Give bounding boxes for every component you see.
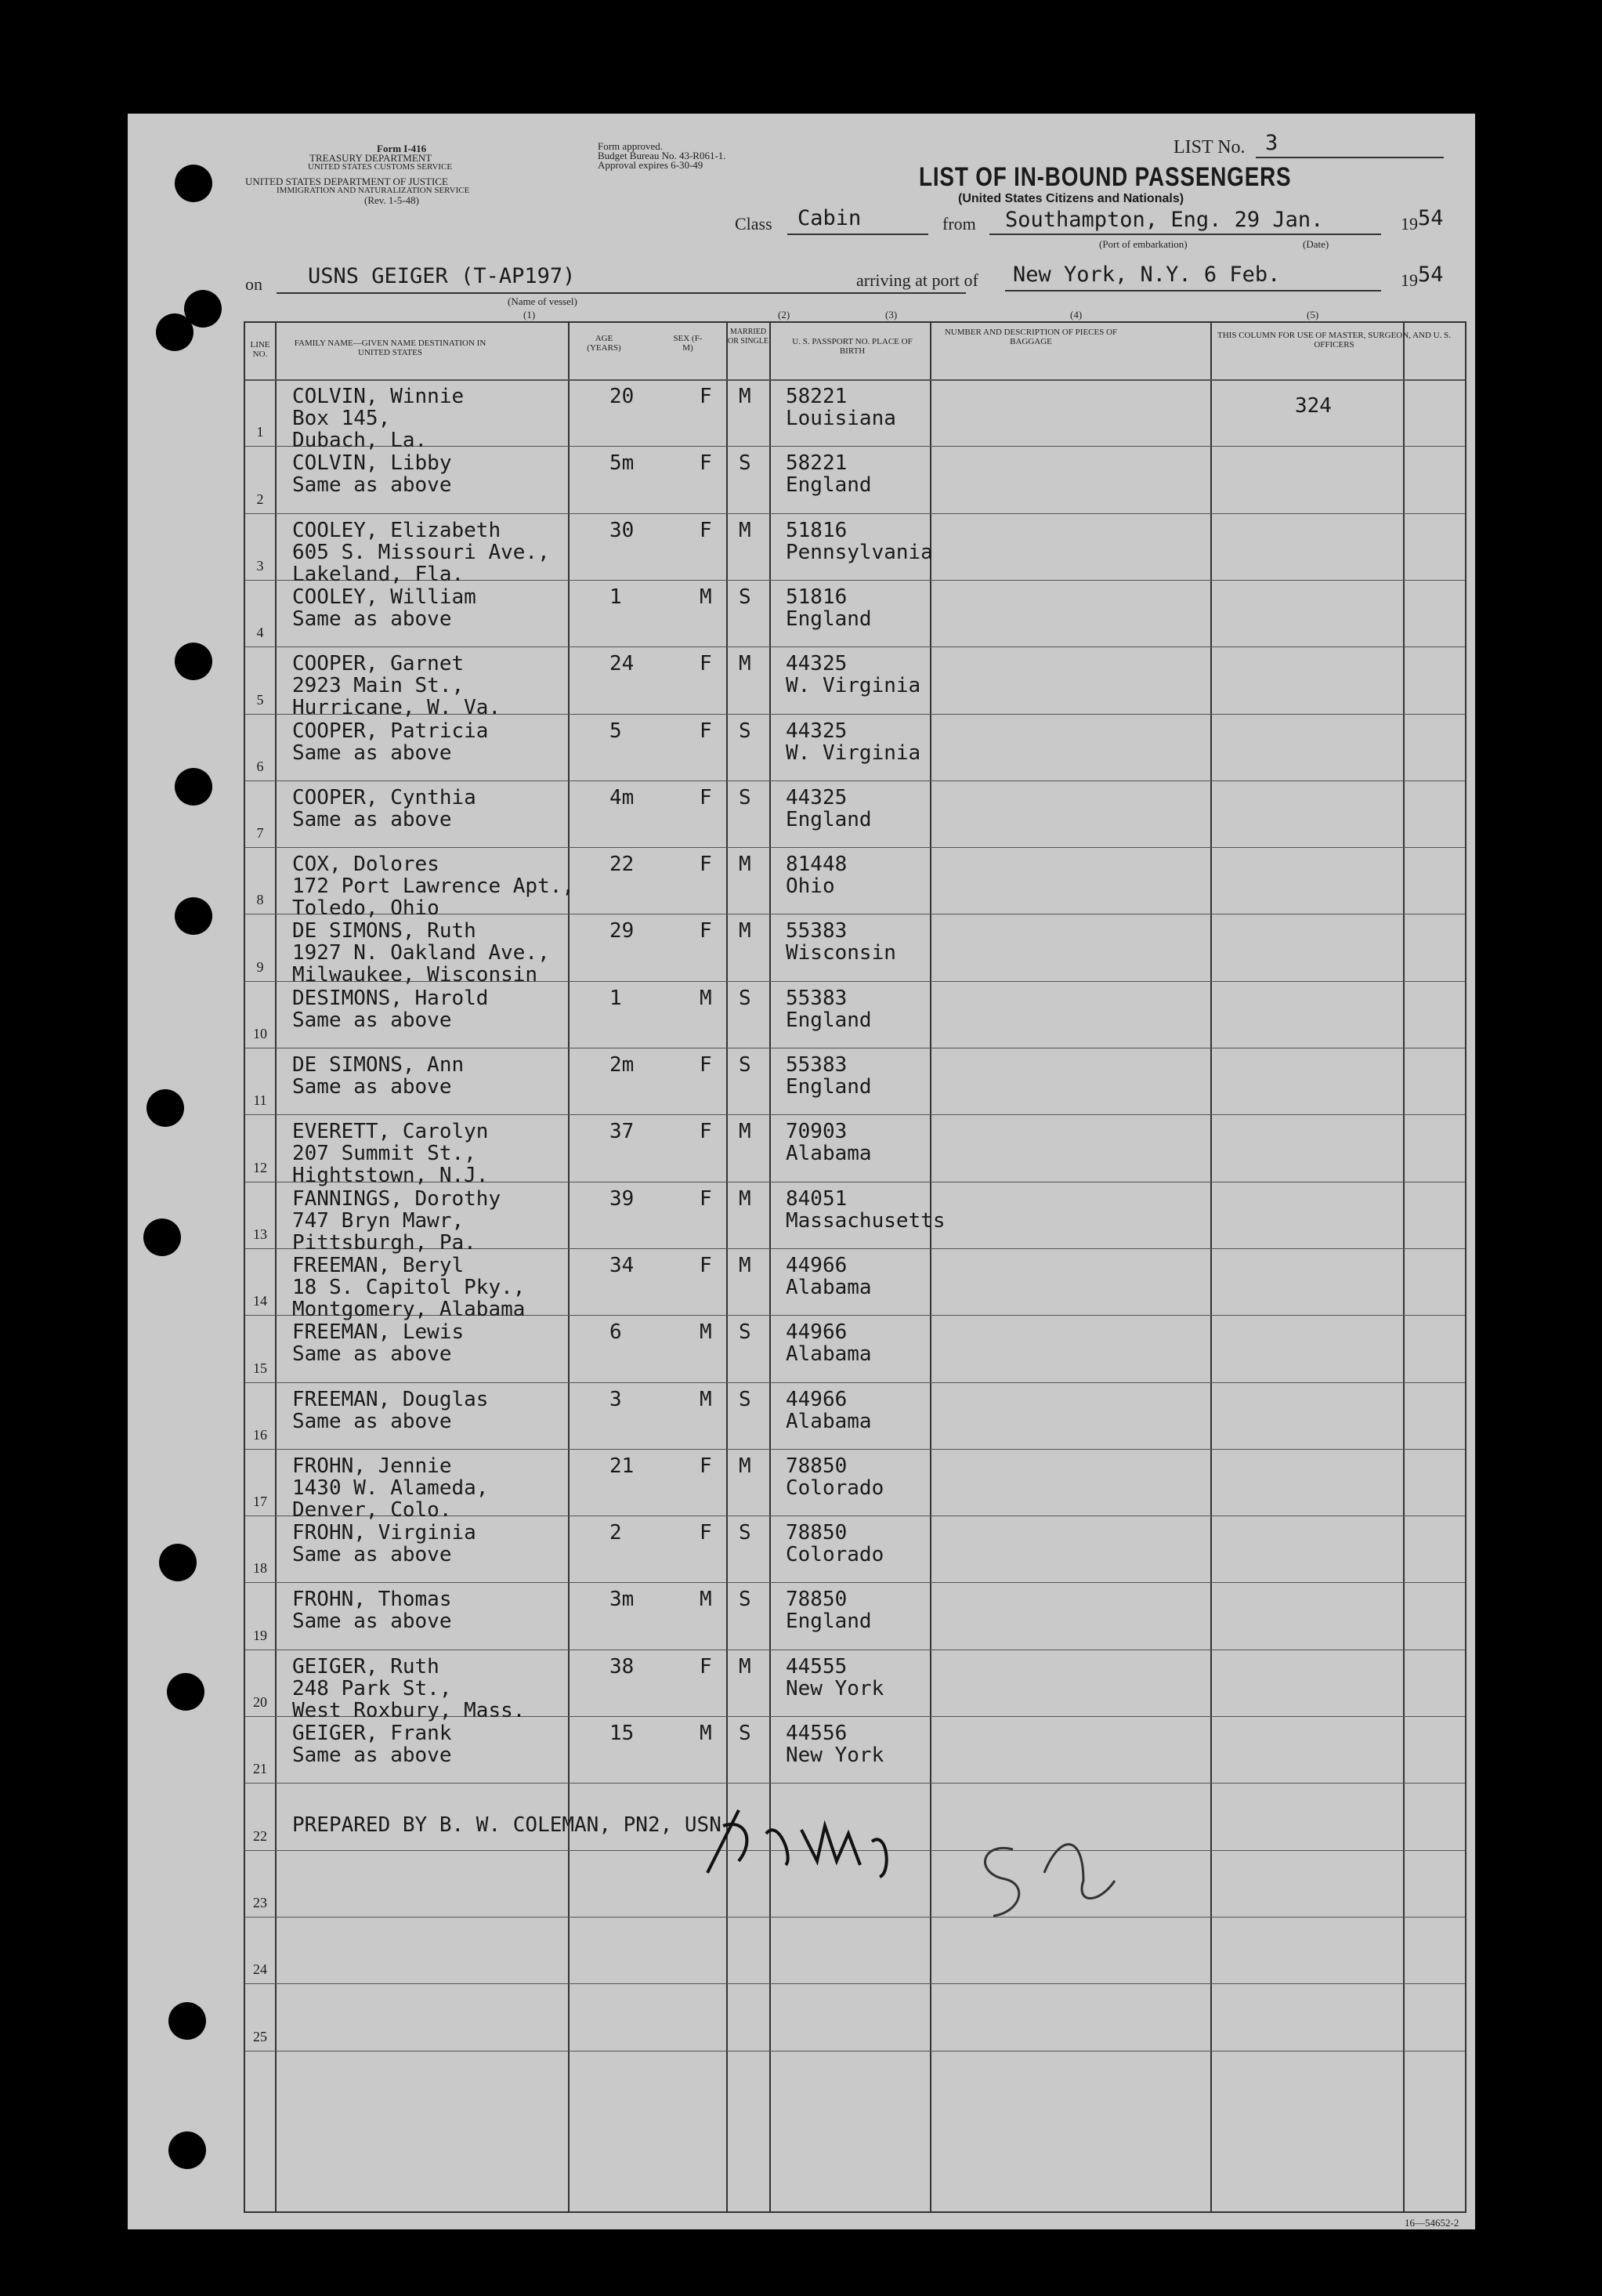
passport-number: 51816 [786,518,848,542]
line-number: 22 [253,1827,267,1844]
passenger-name: FREEMAN, Beryl [292,1253,465,1277]
col-num-1: (1) [523,309,536,320]
passenger-sex: F [700,1186,712,1211]
passport-number: 51816 [786,585,848,609]
passenger-sex: F [700,652,712,676]
line-number: 7 [256,825,264,842]
marital-status: S [739,1387,751,1411]
marital-status: M [739,919,751,943]
line-number: 16 [253,1426,267,1443]
punch-hole [168,2131,206,2169]
place-of-birth: England [786,607,872,631]
place-of-birth: New York [786,1744,884,1767]
passenger-address: Same as above [292,807,452,831]
passenger-age: 29 [609,919,635,943]
place-of-birth: Massachusetts [786,1208,946,1233]
passenger-address: Same as above [292,473,452,498]
passenger-name: FREEMAN, Douglas [292,1387,489,1411]
place-of-birth: Ohio [786,875,835,899]
line-number: 2 [256,491,264,507]
page-title: LIST OF IN-BOUND PASSENGERS [919,162,1292,192]
passenger-name: COLVIN, Winnie [292,385,465,408]
passenger-address: 1430 W. Alameda, [292,1476,489,1500]
line-number: 15 [253,1360,267,1376]
passport-number: 44966 [786,1253,848,1277]
line-number: 4 [256,625,264,641]
passenger-age: 3m [609,1588,635,1612]
passenger-sex: M [700,986,712,1010]
passenger-address: Same as above [292,1075,452,1099]
line-number: 12 [253,1159,267,1175]
header-married: MARRIED OR SINGLE [728,328,768,346]
passenger-age: 24 [609,652,635,676]
line-number: 17 [253,1494,267,1510]
punch-hole [175,897,212,935]
passenger-age: 20 [609,385,635,408]
passenger-sex: M [700,1387,712,1411]
place-of-birth: Colorado [786,1476,884,1500]
line-number: 25 [253,2028,267,2044]
passenger-age: 4m [609,785,635,809]
place-of-birth: Alabama [786,1275,872,1299]
marital-status: M [739,1253,751,1277]
line-number: 9 [256,958,264,975]
vessel-name: USNS GEIGER (T-AP197) [308,264,576,288]
marital-status: S [739,719,751,743]
line-number: 8 [256,892,264,908]
class-line [787,234,928,235]
line-number: 24 [253,1961,267,1978]
passenger-address: 18 S. Capitol Pky., [292,1275,526,1299]
passenger-sex: F [700,919,712,943]
justice-dept: UNITED STATES DEPARTMENT OF JUSTICE [245,176,448,187]
passenger-address: Hightstown, N.J. [292,1164,489,1188]
passport-number: 44325 [786,719,848,743]
header-name: FAMILY NAME—GIVEN NAME DESTINATION IN UNITED STATES [294,339,486,357]
passenger-sex: M [700,1320,712,1345]
passenger-address: Same as above [292,1342,452,1367]
place-of-birth: Pennsylvania [786,540,933,564]
form-number: Form I-416 [377,143,427,154]
passenger-age: 2 [609,1521,622,1545]
passenger-name: COOPER, Patricia [292,719,489,743]
passenger-age: 38 [609,1654,635,1679]
class-value: Cabin [797,206,862,230]
passenger-address: Toledo, Ohio [292,896,439,921]
place-of-birth: England [786,1075,872,1099]
passenger-age: 1 [609,986,622,1010]
passenger-age: 39 [609,1186,635,1211]
passenger-sex: F [700,1654,712,1679]
officer-note: 324 [1295,394,1332,418]
year-value-2: 54 [1418,263,1444,287]
col-num-2: (2) [778,309,790,320]
passenger-address: 248 Park St., [292,1676,452,1700]
passenger-address: Milwaukee, Wisconsin [292,963,538,987]
passenger-address: Box 145, [292,407,391,430]
col-num-5: (5) [1307,309,1319,320]
passenger-name: COLVIN, Libby [292,451,452,476]
page-subtitle: (United States Citizens and Nationals) [958,192,1184,205]
line-number: 14 [253,1293,267,1309]
passport-number: 44555 [786,1654,848,1679]
date-caption-1: (Date) [1303,238,1329,250]
on-label: on [245,274,262,294]
punch-hole [146,1089,184,1127]
form-sheet [128,114,1475,2229]
passenger-name: DE SIMONS, Ruth [292,919,476,943]
passenger-address: Denver, Colo. [292,1497,452,1522]
passport-number: 70903 [786,1120,848,1144]
marital-status: M [739,1120,751,1144]
year-prefix-2: 19 [1401,270,1418,290]
passenger-name: FROHN, Jennie [292,1454,452,1478]
passenger-sex: F [700,1120,712,1144]
row-divider [245,1582,1465,1583]
row-divider [245,1983,1465,1984]
passenger-name: COOPER, Cynthia [292,785,476,809]
from-label: from [942,214,976,234]
passenger-address: 605 S. Missouri Ave., [292,540,550,564]
row-divider [245,646,1465,647]
passport-number: 44325 [786,785,848,809]
passenger-age: 5m [609,451,635,476]
place-of-birth: England [786,1008,872,1032]
passenger-name: FROHN, Thomas [292,1588,452,1612]
passenger-sex: F [700,1521,712,1545]
place-of-birth: Louisiana [786,407,896,430]
class-label: Class [735,214,772,234]
marital-status: M [739,1654,751,1679]
passenger-name: COX, Dolores [292,853,439,877]
row-divider [245,1449,1465,1450]
passenger-sex: M [700,1722,712,1745]
row-divider [245,446,1465,447]
passenger-address: Same as above [292,1610,452,1634]
treasury-dept: TREASURY DEPARTMENT [309,152,432,164]
passenger-address: 747 Bryn Mawr, [292,1208,465,1233]
from-value: Southampton, Eng. 29 Jan. [1005,208,1324,232]
passenger-address: Pittsburgh, Pa. [292,1230,476,1255]
passenger-name: COOLEY, William [292,585,476,609]
passenger-age: 6 [609,1320,622,1345]
marital-status: S [739,1722,751,1745]
place-of-birth: New York [786,1676,884,1700]
line-number: 10 [253,1026,267,1041]
place-of-birth: England [786,473,872,498]
marital-status: M [739,853,751,877]
passenger-address: 172 Port Lawrence Apt., [292,875,575,899]
marital-status: M [739,1186,751,1211]
marital-status: S [739,1320,751,1345]
passenger-name: DE SIMONS, Ann [292,1053,465,1077]
arrival-value: New York, N.Y. 6 Feb. [1013,263,1281,287]
passenger-name: FANNINGS, Dorothy [292,1186,501,1211]
place-of-birth: Colorado [786,1543,884,1567]
row-divider [245,1114,1465,1115]
approval-line1: Form approved. [598,140,664,152]
line-number: 5 [256,691,264,708]
passenger-sex: F [700,785,712,809]
approval-line2: Budget Bureau No. 43-R061-1. [598,150,726,161]
passenger-address: Same as above [292,741,452,765]
header-officers: THIS COLUMN FOR USE OF MASTER, SURGEON, AND U. S. OFFICERS [1217,331,1451,349]
signature-mark [692,1787,1130,1936]
passenger-address: 2923 Main St., [292,674,465,698]
row-divider [245,1783,1465,1784]
passenger-name: FREEMAN, Lewis [292,1320,465,1345]
passenger-sex: F [700,1253,712,1277]
passenger-sex: F [700,853,712,877]
line-number: 11 [253,1092,267,1109]
place-of-birth: Alabama [786,1142,872,1166]
line-number: 18 [253,1560,267,1577]
port-embark-caption: (Port of embarkation) [1099,238,1188,250]
year-value-1: 54 [1418,206,1444,230]
col-divider [1210,323,1212,2211]
arrival-line [1005,290,1381,292]
passport-number: 78850 [786,1588,848,1612]
row-divider [245,2051,1465,2052]
col-divider [275,323,277,2211]
marital-status: S [739,1053,751,1077]
passport-number: 78850 [786,1521,848,1545]
passenger-address: West Roxbury, Mass. [292,1698,526,1722]
header-age: AGE (YEARS) [587,334,621,353]
line-number: 21 [253,1761,267,1777]
passenger-age: 37 [609,1120,635,1144]
line-number: 23 [253,1894,267,1910]
col-num-3: (3) [885,309,898,320]
col-divider [568,323,570,2211]
list-no-value: 3 [1265,131,1278,155]
line-number: 3 [256,557,264,574]
passenger-address: Montgomery, Alabama [292,1297,526,1321]
passport-number: 44325 [786,652,848,676]
year-prefix: 19 [1401,214,1418,234]
passport-number: 55383 [786,986,848,1010]
place-of-birth: W. Virginia [786,741,921,765]
marital-status: S [739,1588,751,1612]
row-divider [245,847,1465,848]
col-num-4: (4) [1070,309,1083,320]
passenger-address: Same as above [292,1543,452,1567]
place-of-birth: W. Virginia [786,674,921,698]
place-of-birth: England [786,1610,872,1634]
passenger-sex: F [700,518,712,542]
passenger-address: 1927 N. Oakland Ave., [292,941,550,965]
marital-status: S [739,785,751,809]
passenger-age: 3 [609,1387,622,1411]
passenger-name: EVERETT, Carolyn [292,1120,489,1144]
passenger-age: 5 [609,719,622,743]
approval-line3: Approval expires 6-30-49 [598,159,703,171]
passenger-age: 22 [609,853,635,877]
passenger-age: 15 [609,1722,635,1745]
line-number: 6 [256,758,264,774]
passport-number: 55383 [786,919,848,943]
passenger-sex: F [700,1454,712,1478]
passenger-age: 1 [609,585,622,609]
punch-hole [168,2002,206,2040]
passport-number: 58221 [786,451,848,476]
passenger-sex: F [700,719,712,743]
punch-hole [175,643,212,680]
passenger-address: Lakeland, Fla. [292,562,465,586]
passenger-address: 207 Summit St., [292,1142,476,1166]
line-number: 1 [256,424,264,440]
row-divider [245,513,1465,514]
passenger-name: GEIGER, Frank [292,1722,452,1745]
passport-number: 44556 [786,1722,848,1745]
marital-status: M [739,1454,751,1478]
passport-number: 44966 [786,1320,848,1345]
prepared-by: PREPARED BY B. W. COLEMAN, PN2, USN [292,1813,721,1838]
passport-number: 78850 [786,1454,848,1478]
marital-status: S [739,451,751,476]
col-divider [1403,323,1405,2211]
list-no-line [1256,157,1444,158]
line-number: 20 [253,1694,267,1710]
marital-status: M [739,652,751,676]
punch-hole [167,1673,204,1711]
passenger-sex: M [700,585,712,609]
ins-service: IMMIGRATION AND NATURALIZATION SERVICE [277,186,470,195]
passenger-sex: M [700,1588,712,1612]
row-divider [245,780,1465,781]
header-baggage: NUMBER AND DESCRIPTION OF PIECES OF BAGGAGE [944,328,1118,346]
header-divider [245,379,1465,381]
header-passport: U. S. PASSPORT NO. PLACE OF BIRTH [792,337,913,356]
passport-number: 84051 [786,1186,848,1211]
passport-number: 44966 [786,1387,848,1411]
passenger-name: GEIGER, Ruth [292,1654,439,1679]
passport-number: 81448 [786,853,848,877]
vessel-line [277,292,966,294]
vessel-caption: (Name of vessel) [508,295,577,307]
punch-hole [143,1219,181,1256]
marital-status: S [739,986,751,1010]
from-line [989,234,1381,235]
header-line: LINE NO. [250,340,270,359]
passenger-address: Same as above [292,1744,452,1767]
punch-hole [156,313,193,351]
passenger-name: DESIMONS, Harold [292,986,489,1010]
place-of-birth: Alabama [786,1342,872,1367]
passenger-sex: F [700,385,712,408]
line-number: 13 [253,1226,267,1242]
passenger-sex: F [700,1053,712,1077]
place-of-birth: England [786,807,872,831]
marital-status: S [739,585,751,609]
passport-number: 55383 [786,1053,848,1077]
passenger-address: Dubach, La. [292,429,428,452]
customs-service: UNITED STATES CUSTOMS SERVICE [308,162,453,172]
arriving-label: arriving at port of [856,270,978,290]
line-number: 19 [253,1627,267,1643]
passport-number: 58221 [786,385,848,408]
passenger-address: Hurricane, W. Va. [292,696,501,720]
passenger-sex: F [700,451,712,476]
place-of-birth: Alabama [786,1409,872,1433]
passenger-address: Same as above [292,607,452,631]
punch-hole [175,768,212,806]
marital-status: M [739,518,751,542]
list-no-label: LIST No. [1173,137,1246,158]
row-divider [245,1382,1465,1383]
passenger-name: COOPER, Garnet [292,652,465,676]
passenger-address: Same as above [292,1008,452,1032]
passenger-age: 21 [609,1454,635,1478]
passenger-age: 30 [609,518,635,542]
footer-code: 16—54652-2 [1405,2217,1459,2229]
passenger-age: 2m [609,1053,635,1077]
passenger-address: Same as above [292,1409,452,1433]
punch-hole [175,165,212,202]
punch-hole [159,1544,197,1581]
place-of-birth: Wisconsin [786,941,896,965]
marital-status: S [739,1521,751,1545]
passenger-name: FROHN, Virginia [292,1521,476,1545]
passenger-age: 34 [609,1253,635,1277]
revision: (Rev. 1-5-48) [364,194,419,206]
passenger-name: COOLEY, Elizabeth [292,518,501,542]
header-sex: SEX (F-M) [673,334,703,353]
marital-status: M [739,385,751,408]
